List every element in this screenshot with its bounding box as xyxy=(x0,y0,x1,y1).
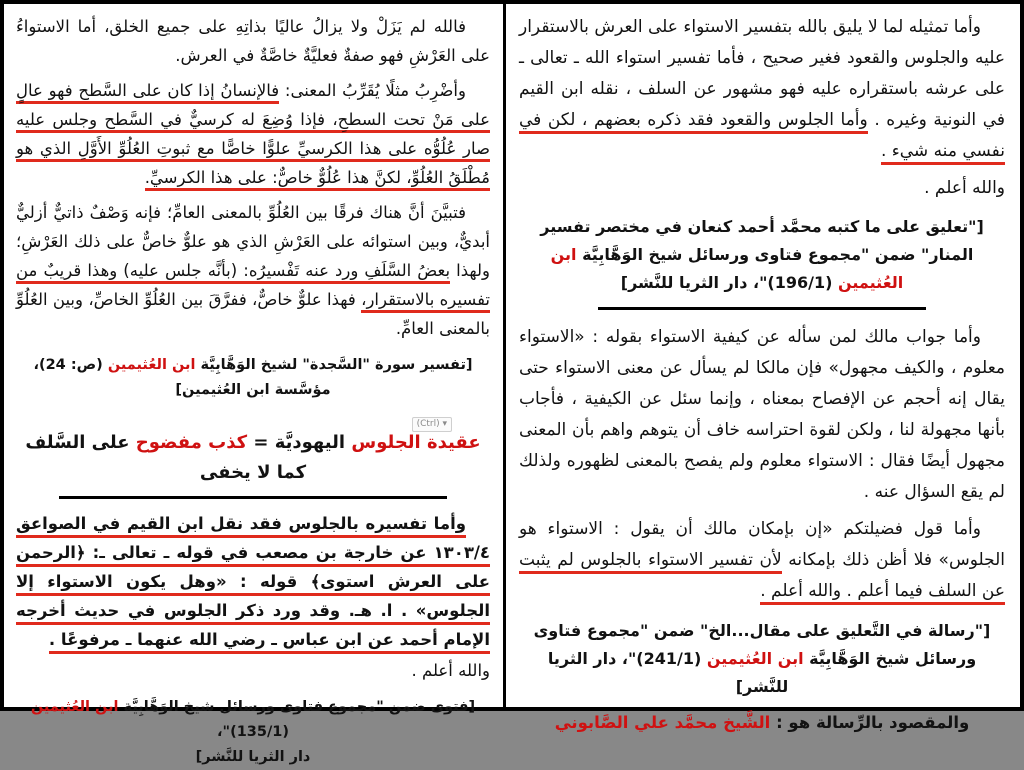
citation-text: [تفسير سورة "السَّجدة" لشيخ الوَهَّابِيَّة xyxy=(195,357,473,373)
red-underlined-text: وأما الجلوس والقعود فقد ذكره بعضهم ، لكن في نفسي منه شيء . xyxy=(519,110,1005,165)
citation-text: (135/1)"، xyxy=(217,724,289,740)
text-run: فتبيَّنَ أنَّ هناك فرقًا بين العُلُوِّ بالمعنى العامِّ؛ فإنه وَصْفٌ ذاتيٌّ أزليٌّ أبديٌّ، وبين استوائه على العَرْشِ الذي هو علوٌّ خاصٌّ على ذلك العَرْشِ؛ ولهذا xyxy=(16,203,490,280)
citation-sajdah xyxy=(16,353,490,403)
section-divider xyxy=(59,496,447,499)
headline-black-text: اليهوديَّة = xyxy=(247,432,352,453)
red-underlined-text: وأما تفسيره بالجلوس فقد نقل ابن القيم في الصواعق ١٣٠٣/٤ عن خارجة بن مصعب في قوله ـ تعالى ـ: ﴿الرحمن على العرش استوى﴾ قوله : «وهل يكون الاستواء إلا الجلوس» . ا. هـ. وقد ورد ذكر الجلوس في حديث أخرجه الإمام أحمد عن ابن عباس ـ رضي الله عنهما ـ مرفوعًا . xyxy=(16,514,490,654)
citation-risalah xyxy=(519,617,1005,701)
footer-red-name: الشَّيخ محمَّد علي الصَّابوني xyxy=(554,713,771,732)
paragraph-ibn-qayyim-quote xyxy=(16,509,490,654)
paste-artifact-row xyxy=(16,411,490,429)
paragraph-julus-not-salaf xyxy=(519,514,1005,607)
citation-text: ["تعليق على ما كتبه محمَّد أحمد كنعان في مختصر تفسير المنار" ضمن "مجموع فتاوى ورسائل شيخ الوَهَّابِيَّة xyxy=(540,217,984,264)
red-underlined-text: بعضُ السَّلَفِ ورد عنه تَفْسيرُه: (بأنَّه جلس عليه) وهذا قريبٌ من تفسيره بالاستقرار، xyxy=(16,261,490,313)
text-run: وأما جواب مالك لمن سأله عن كيفية الاستواء بقوله : «الاستواء معلوم ، والكيف مجهول» فإن مالكا لم يسأل عن معنى الاستواء حتى يقال إنه أحجم عن الإفصاح بمعناه ، وإنما سئل عن الكيفية ، فأجاب بأنها مجهولة لنا ، ولكن لقوة احتراسه خاف أن يتوهم واهم بأن المعنى مجهول أيضًا فقال : الاستواء معلوم ولم يفصح بالمعنى لظهوره ولذلك لم يقع السؤال عنه . xyxy=(519,327,1005,502)
text-run: فهذا علوٌّ خاصٌّ، ففرَّقَ بين العُلُوِّ الخاصِّ، وبين العُلُوِّ بالمعنى العامِّ. xyxy=(16,290,490,338)
paragraph-istiwa-tafsir xyxy=(519,12,1005,167)
citation-text: (196/1)"، دار الثريا للنَّشر] xyxy=(620,273,838,292)
allahu-alam-line: والله أعلم . xyxy=(411,661,490,680)
text-run: فالله لم يَزَلْ ولا يزالُ عاليًا بذاتِهِ على جميع الخلق، أما الاستواءُ على العَرْشِ فهو صفةٌ فعليَّةٌ خاصَّةٌ في العرش. xyxy=(16,17,490,65)
footer-sabouni-note xyxy=(519,709,1005,737)
citation-text: (241/1)"، دار الثريا للنَّشر] xyxy=(547,649,789,696)
text-run: وأما تمثيله لما لا يليق بالله بتفسير الاستواء على العرش بالاستقرار عليه والجلوس والقعود فغير صحيح ، فأما تفسير استواء الله ـ تعالى ـ على عرشه باستقراره عليه فهو مشهور عن السلف ، نقله ابن القيم في النونية وغيره . xyxy=(519,17,1006,130)
headline-black-text: على السَّلف كما لا يخفى xyxy=(25,432,307,483)
citation-line xyxy=(16,695,490,745)
paragraph-rooftop-example xyxy=(16,76,490,192)
citation-taliq xyxy=(519,213,1005,297)
left-column xyxy=(4,4,503,765)
citation-line: دار الثريا للنَّشر] xyxy=(195,749,311,765)
section-divider xyxy=(598,307,926,310)
citation-author-red: ابن العُثيمين xyxy=(706,649,804,668)
citation-author-red: ابن العُثيمين xyxy=(550,245,904,292)
text-run: وأضْرِبُ مثلًا يُقَرِّبُ المعنى: xyxy=(279,81,466,100)
red-underlined-text: لأن تفسير الاستواء بالجلوس لم يثبت عن السلف فيما أعلم . والله أعلم . xyxy=(519,550,1005,605)
red-underlined-text: فالإنسانُ إذا كان على السَّطح فهو عالٍ على مَنْ تحت السطحِ، فإذا وُضِعَ له كرسيٌّ في السَّطح وجلس عليه صار عُلُوُّه على هذا الكرسيِّ علوًّا خاصًّا مع ثبوتِ العُلُوِّ الأَوَّلِ الذي هو مُطْلَقُ العُلُوِّ، لكنَّ هذا عُلُوٌّ خاصٌّ: على هذا الكرسيِّ. xyxy=(16,81,490,191)
paragraph-uluw-intro xyxy=(16,12,490,70)
headline-red-text: عقيدة الجلوس xyxy=(351,432,481,453)
paragraph-distinction xyxy=(16,198,490,343)
citation-author-red: ابن العُثيمين xyxy=(30,699,119,715)
citation-text: [فتوى ضمن "مجموع فتاوى ورسائل شيخ الوَهَّابِيَّة xyxy=(118,699,476,715)
text-run: وأما قول فضيلتكم «إن بإمكان مالك أن يقول : الاستواء هو الجلوس» فلا أظن ذلك بإمكانه xyxy=(519,519,1005,570)
citation-text: ["رسالة في التَّعليق على مقال...الخ" ضمن "مجموع فتاوى ورسائل شيخ الوَهَّابِيَّة xyxy=(533,621,991,668)
paste-options-button[interactable]: (Ctrl) ▾ xyxy=(412,417,452,432)
headline-red-text: كذب مفضوح xyxy=(135,432,248,453)
right-column xyxy=(506,4,1020,732)
paragraph-malik-answer xyxy=(519,322,1005,508)
allahu-alam-line: والله أعلم . xyxy=(924,178,1005,198)
citation-text: (ص: 24)، مؤسَّسة ابن العُثيمين] xyxy=(33,357,331,398)
headline-julus-creed xyxy=(16,428,490,488)
citation-fatwa xyxy=(16,695,490,770)
citation-author-red: ابن العُثيمين xyxy=(107,357,196,373)
footer-black-text: والمقصود بالرِّسالة هو : xyxy=(770,713,970,732)
